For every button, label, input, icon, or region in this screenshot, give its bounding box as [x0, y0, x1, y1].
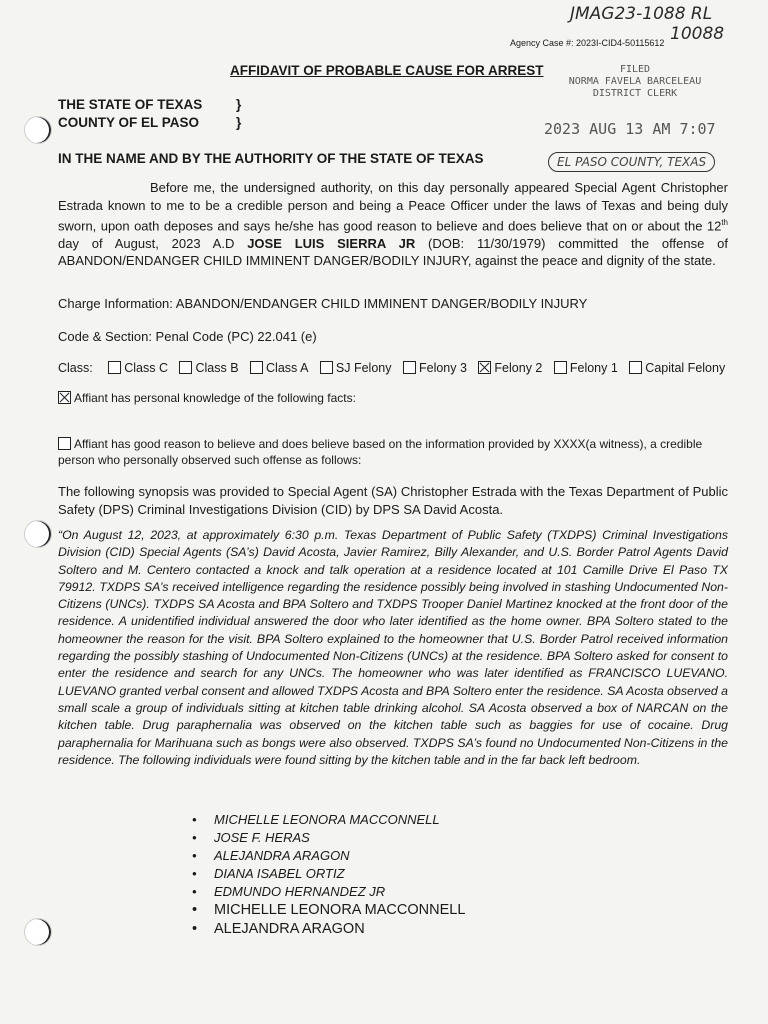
class-c-label: Class C — [124, 361, 168, 375]
code-section: Code & Section: Penal Code (PC) 22.041 (e) — [58, 329, 317, 344]
class-checkbox-row — [58, 361, 733, 375]
class-option-class-c[interactable] — [108, 361, 168, 375]
felony-1-label: Felony 1 — [569, 361, 618, 375]
checkbox-felony-2[interactable] — [478, 361, 491, 374]
handwritten-case-line2: 10088 — [670, 24, 725, 44]
intro-sup: th — [721, 218, 728, 227]
handwritten-case-line1: JMAG23-1088 RL — [570, 4, 713, 24]
list-item: • ALEJANDRA ARAGON — [192, 847, 465, 865]
list-item: • EDMUNDO HERNANDEZ JR — [192, 883, 465, 901]
intro-text-c: (DOB: 11/30/1979) committed the offense of ABANDON/ENDANGER CHILD IMMINENT DANGER/BODILY INJURY, against the peace and dignity of the state. — [58, 235, 728, 269]
punch-hole-middle — [24, 520, 52, 548]
document-title: AFFIDAVIT OF PROBABLE CAUSE FOR ARREST — [230, 63, 544, 78]
checkbox-capital-felony[interactable] — [629, 361, 642, 374]
capital-felony-label: Capital Felony — [645, 361, 726, 375]
intro-text-b: day of August, 2023 A.D — [58, 235, 248, 251]
list-item: • ALEJANDRA ARAGON — [192, 920, 465, 939]
affiant-witness-option[interactable] — [58, 436, 728, 468]
felony-3-label: Felony 3 — [418, 361, 467, 375]
caption-brace-1: } — [236, 97, 242, 112]
synopsis-intro: The following synopsis was provided to Special Agent (SA) Christopher Estrada with the Texas Department of Public Safety (DPS) Criminal Investigations Division (CID) by DPS SA David Acosta. — [58, 484, 728, 517]
synopsis-narrative: “On August 12, 2023, at approximately 6:30 p.m. Texas Department of Public Safety (TXDPS) Criminal Investigations Division (CID) Special Agents (SA’s) David Acosta, Javier Ramirez, Billy Alexander, and U.S. Border Patrol Agents David Soltero and M. Centero contacted a knock and talk operation at a residence located at 101 Camille Drive El Paso TX 79912. TXDPS SA’s received intelligence regarding the residence possibly being involved in stashing Undocumented Non-Citizens (UNCs). TXDPS SA Acosta and BPA Soltero and TXDPS Trooper Daniel Martinez knocked at the front door of the residence. A unidentified individual answered the door who later identified as the home owner. BPA Soltero stated to the homeowner the reason for the visit. BPA Soltero explained to the homeowner that U.S. Border Patrol received information regarding the possibly stashing of Undocumented Non-Citizens (UNCs) at the residence. BPA Soltero asked for consent to enter the residence and search for any UNCs. The homeowner who was later identified as FRANCISCO LUEVANO. LUEVANO granted verbal consent and allowed TXDPS Acosta and BPA Soltero enter the residence. SA Acosta observed a small scale a group of individuals sitting at kitchen table drinking alcohol. SA Acosta observed a box of NARCAN on the kitchen table. Drug paraphernalia was observed on the kitchen table such as baggies for use of cocaine. Drug paraphernalia for Marihuana such as bongs were also observed. TXDPS SA’s found no Undocumented Non-Citizens in the residence. The following individuals were found sitting by the kitchen table and in the far back left bedroom. — [58, 528, 728, 767]
punch-hole-top — [24, 116, 52, 144]
affiant-personal-label: Affiant has personal knowledge of the following facts: — [74, 391, 356, 405]
list-item: • MICHELLE LEONORA MACCONNELL — [192, 811, 465, 829]
checkbox-class-a[interactable] — [250, 361, 263, 374]
filed-stamp-datetime: 2023 AUG 13 AM 7:07 — [544, 120, 716, 138]
caption-brace-2: } — [236, 115, 242, 130]
filed-stamp-line2: NORMA FAVELA BARCELEAU — [568, 76, 702, 87]
class-option-felony-3[interactable] — [403, 361, 467, 375]
filed-stamp — [565, 64, 705, 100]
checkbox-class-b[interactable] — [179, 361, 192, 374]
intro-text-a: Before me, the undersigned authority, on this day personally appeared Special Agent Christopher Estrada known to me to be a credible person and being a Peace Officer under the laws of Texas and being duly sworn, upon oath deposes and says he/she has good reason to believe and does believe that on or about the 12 — [58, 180, 728, 234]
class-option-class-a[interactable] — [250, 361, 308, 375]
caption-county: COUNTY OF EL PASO — [58, 115, 200, 130]
checkbox-felony-3[interactable] — [403, 361, 416, 374]
checkbox-sj-felony[interactable] — [320, 361, 333, 374]
county-stamp-scribble: EL PASO COUNTY, TEXAS — [548, 152, 715, 172]
list-item: • MICHELLE LEONORA MACCONNELL — [192, 901, 465, 920]
class-b-label: Class B — [195, 361, 239, 375]
caption-state: THE STATE OF TEXAS — [58, 97, 203, 112]
list-item: • JOSE F. HERAS — [192, 829, 465, 847]
list-item: • DIANA ISABEL ORTIZ — [192, 865, 465, 883]
checkbox-affiant-personal[interactable] — [58, 391, 71, 404]
class-option-felony-1[interactable] — [554, 361, 618, 375]
filed-stamp-line3: DISTRICT CLERK — [592, 88, 678, 99]
charge-information: Charge Information: ABANDON/ENDANGER CHILD IMMINENT DANGER/BODILY INJURY — [58, 296, 588, 311]
class-a-label: Class A — [266, 361, 309, 375]
class-option-felony-2[interactable] — [478, 361, 542, 375]
punch-hole-bottom — [24, 918, 52, 946]
defendant-name: JOSE LUIS SIERRA JR — [247, 235, 416, 251]
class-option-sj-felony[interactable] — [320, 361, 392, 375]
felony-2-label: Felony 2 — [494, 361, 543, 375]
intro-paragraph — [58, 179, 728, 270]
class-option-capital-felony[interactable] — [629, 361, 725, 375]
checkbox-affiant-witness[interactable] — [58, 437, 71, 450]
affiant-personal-option[interactable] — [58, 391, 356, 405]
filed-stamp-line1: FILED — [619, 64, 651, 75]
agency-case-number: Agency Case #: 2023I-CID4-50115612 — [510, 38, 665, 48]
affiant-witness-label: Affiant has good reason to believe and does believe based on the information provided by XXXX(a witness), a credible person who personally observed such offense as follows: — [58, 437, 703, 467]
checkbox-class-c[interactable] — [108, 361, 121, 374]
class-option-class-b[interactable] — [179, 361, 238, 375]
checkbox-felony-1[interactable] — [554, 361, 567, 374]
individuals-list — [192, 811, 465, 939]
authority-heading: IN THE NAME AND BY THE AUTHORITY OF THE STATE OF TEXAS — [58, 151, 484, 166]
sj-felony-label: SJ Felony — [335, 361, 392, 375]
class-label: Class: — [58, 361, 93, 375]
